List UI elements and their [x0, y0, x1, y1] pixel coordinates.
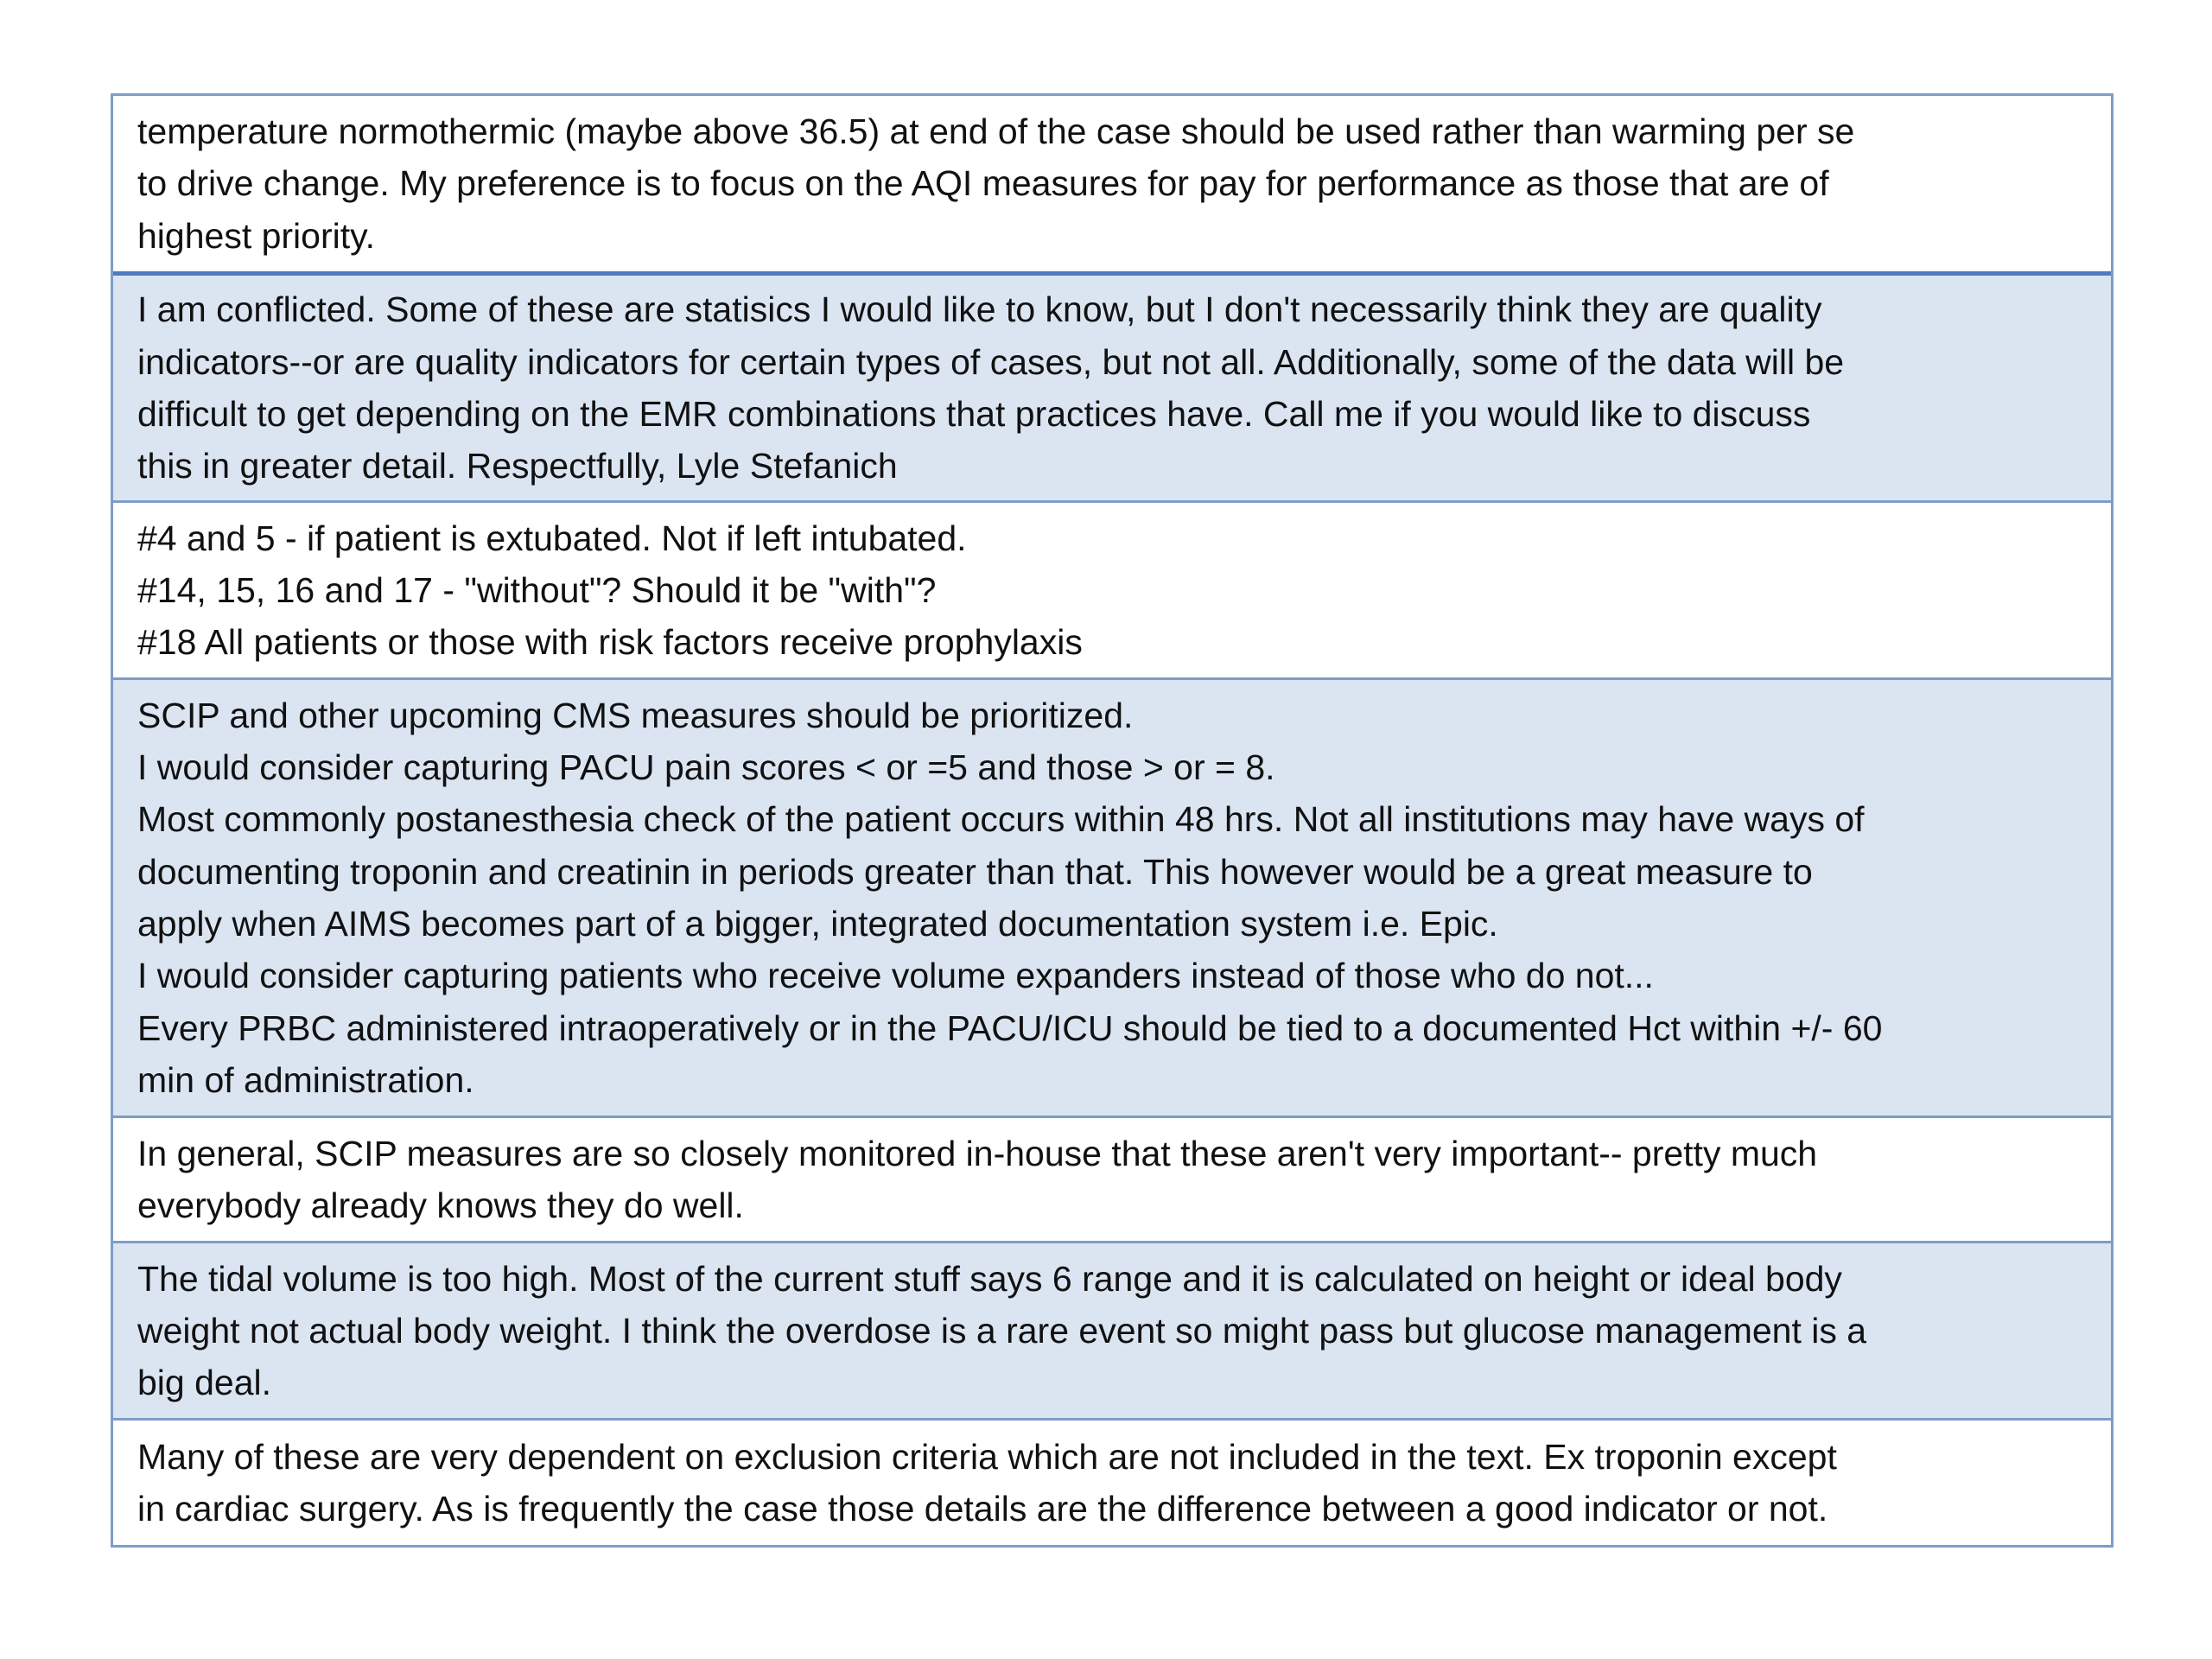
comment-line: apply when AIMS becomes part of a bigger, integrated documentation system i.e. Epic.	[137, 904, 1498, 944]
comment-row	[113, 500, 2111, 677]
comment-line: Every PRBC administered intraoperatively or in the PACU/ICU should be tied to a documented Hct within +/- 60	[137, 1007, 1883, 1048]
comment-line: Most commonly postanesthesia check of the patient occurs within 48 hrs. Not all institutions may have ways of	[137, 799, 1865, 840]
comment-row	[113, 677, 2111, 1116]
comment-row	[113, 1116, 2111, 1241]
comment-line: #18 All patients or those with risk factors receive prophylaxis	[137, 622, 1083, 663]
comment-row	[113, 96, 2111, 271]
comment-line: #4 and 5 - if patient is extubated. Not if left intubated.	[137, 518, 967, 558]
comment-row	[113, 1418, 2111, 1545]
comment-line: Many of these are very dependent on exclusion criteria which are not included in the text. Ex troponin except	[137, 1436, 1837, 1477]
comment-line: indicators--or are quality indicators for certain types of cases, but not all. Additionally, some of the data will be	[137, 341, 1845, 382]
comment-line: highest priority.	[137, 215, 375, 256]
comments-table	[111, 93, 2113, 1548]
comment-line: temperature normothermic (maybe above 36.5) at end of the case should be used rather than warming per se	[137, 111, 1855, 152]
comment-line: this in greater detail. Respectfully, Lyle Stefanich	[137, 446, 898, 486]
comment-line: everybody already knows they do well.	[137, 1185, 744, 1225]
comment-line: SCIP and other upcoming CMS measures should be prioritized.	[137, 695, 1134, 735]
comment-row	[113, 271, 2111, 500]
comment-line: big deal.	[137, 1363, 272, 1403]
comment-line: I would consider capturing PACU pain scores < or =5 and those > or = 8.	[137, 747, 1275, 788]
comment-line: #14, 15, 16 and 17 - "without"? Should it be "with"?	[137, 569, 937, 610]
comment-line: difficult to get depending on the EMR combinations that practices have. Call me if you would like to discuss	[137, 394, 1811, 434]
comment-line: The tidal volume is too high. Most of the current stuff says 6 range and it is calculated on height or ideal body	[137, 1258, 1842, 1299]
comment-line: documenting troponin and creatinin in periods greater than that. This however would be a great measure to	[137, 851, 1813, 892]
comment-line: min of administration.	[137, 1059, 474, 1100]
comment-line: I would consider capturing patients who receive volume expanders instead of those who do not...	[137, 956, 1654, 996]
comment-row	[113, 1241, 2111, 1418]
comment-line: to drive change. My preference is to focus on the AQI measures for pay for performance as those that are of	[137, 163, 1829, 204]
comment-line: I am conflicted. Some of these are statisics I would like to know, but I don't necessarily think they are quality	[137, 289, 1822, 330]
comment-line: in cardiac surgery. As is frequently the case those details are the difference between a good indicator or not.	[137, 1489, 1828, 1529]
comment-line: In general, SCIP measures are so closely monitored in-house that these aren't very important-- pretty much	[137, 1133, 1818, 1173]
comment-line: weight not actual body weight. I think the overdose is a rare event so might pass but glucose management is a	[137, 1310, 1867, 1351]
